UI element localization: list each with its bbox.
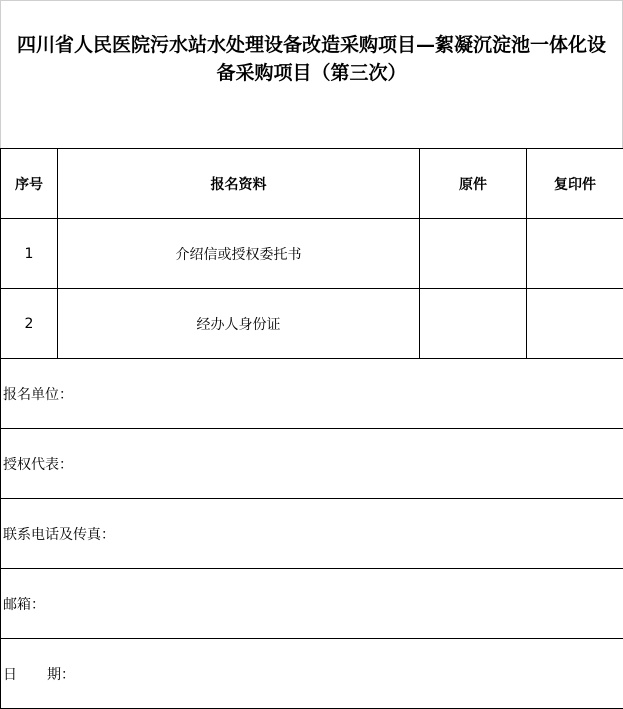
registration-table — [0, 148, 623, 709]
unit-label: 报名单位： — [3, 386, 73, 403]
header-index: 序号 — [1, 149, 58, 219]
field-row-representative — [1, 429, 623, 499]
field-row-date — [1, 639, 623, 709]
row-copy-cell[interactable] — [527, 219, 623, 289]
header-material: 报名资料 — [58, 149, 420, 219]
row-original-cell[interactable] — [420, 219, 527, 289]
representative-field[interactable] — [1, 429, 623, 499]
table-row — [1, 219, 623, 289]
row-material: 介绍信或授权委托书 — [58, 219, 420, 289]
representative-label: 授权代表： — [3, 456, 73, 473]
email-field[interactable] — [1, 569, 623, 639]
page-title: 四川省人民医院污水站水处理设备改造采购项目—絮凝沉淀池一体化设备采购项目（第三次） — [16, 33, 606, 84]
date-label-period: 期： — [47, 666, 75, 683]
title-area — [0, 0, 623, 148]
row-index: 1 — [1, 219, 58, 289]
table-header-row — [1, 149, 623, 219]
header-original: 原件 — [420, 149, 527, 219]
field-row-email — [1, 569, 623, 639]
row-index: 2 — [1, 289, 58, 359]
header-copy: 复印件 — [527, 149, 623, 219]
row-original-cell[interactable] — [420, 289, 527, 359]
phone-fax-field[interactable] — [1, 499, 623, 569]
field-row-phone-fax — [1, 499, 623, 569]
unit-field[interactable] — [1, 359, 623, 429]
table-row — [1, 289, 623, 359]
row-copy-cell[interactable] — [527, 289, 623, 359]
email-label: 邮箱： — [3, 596, 45, 613]
row-material: 经办人身份证 — [58, 289, 420, 359]
phone-fax-label: 联系电话及传真： — [3, 526, 115, 543]
date-field[interactable] — [1, 639, 623, 709]
field-row-unit — [1, 359, 623, 429]
date-label-day: 日 — [3, 666, 17, 683]
